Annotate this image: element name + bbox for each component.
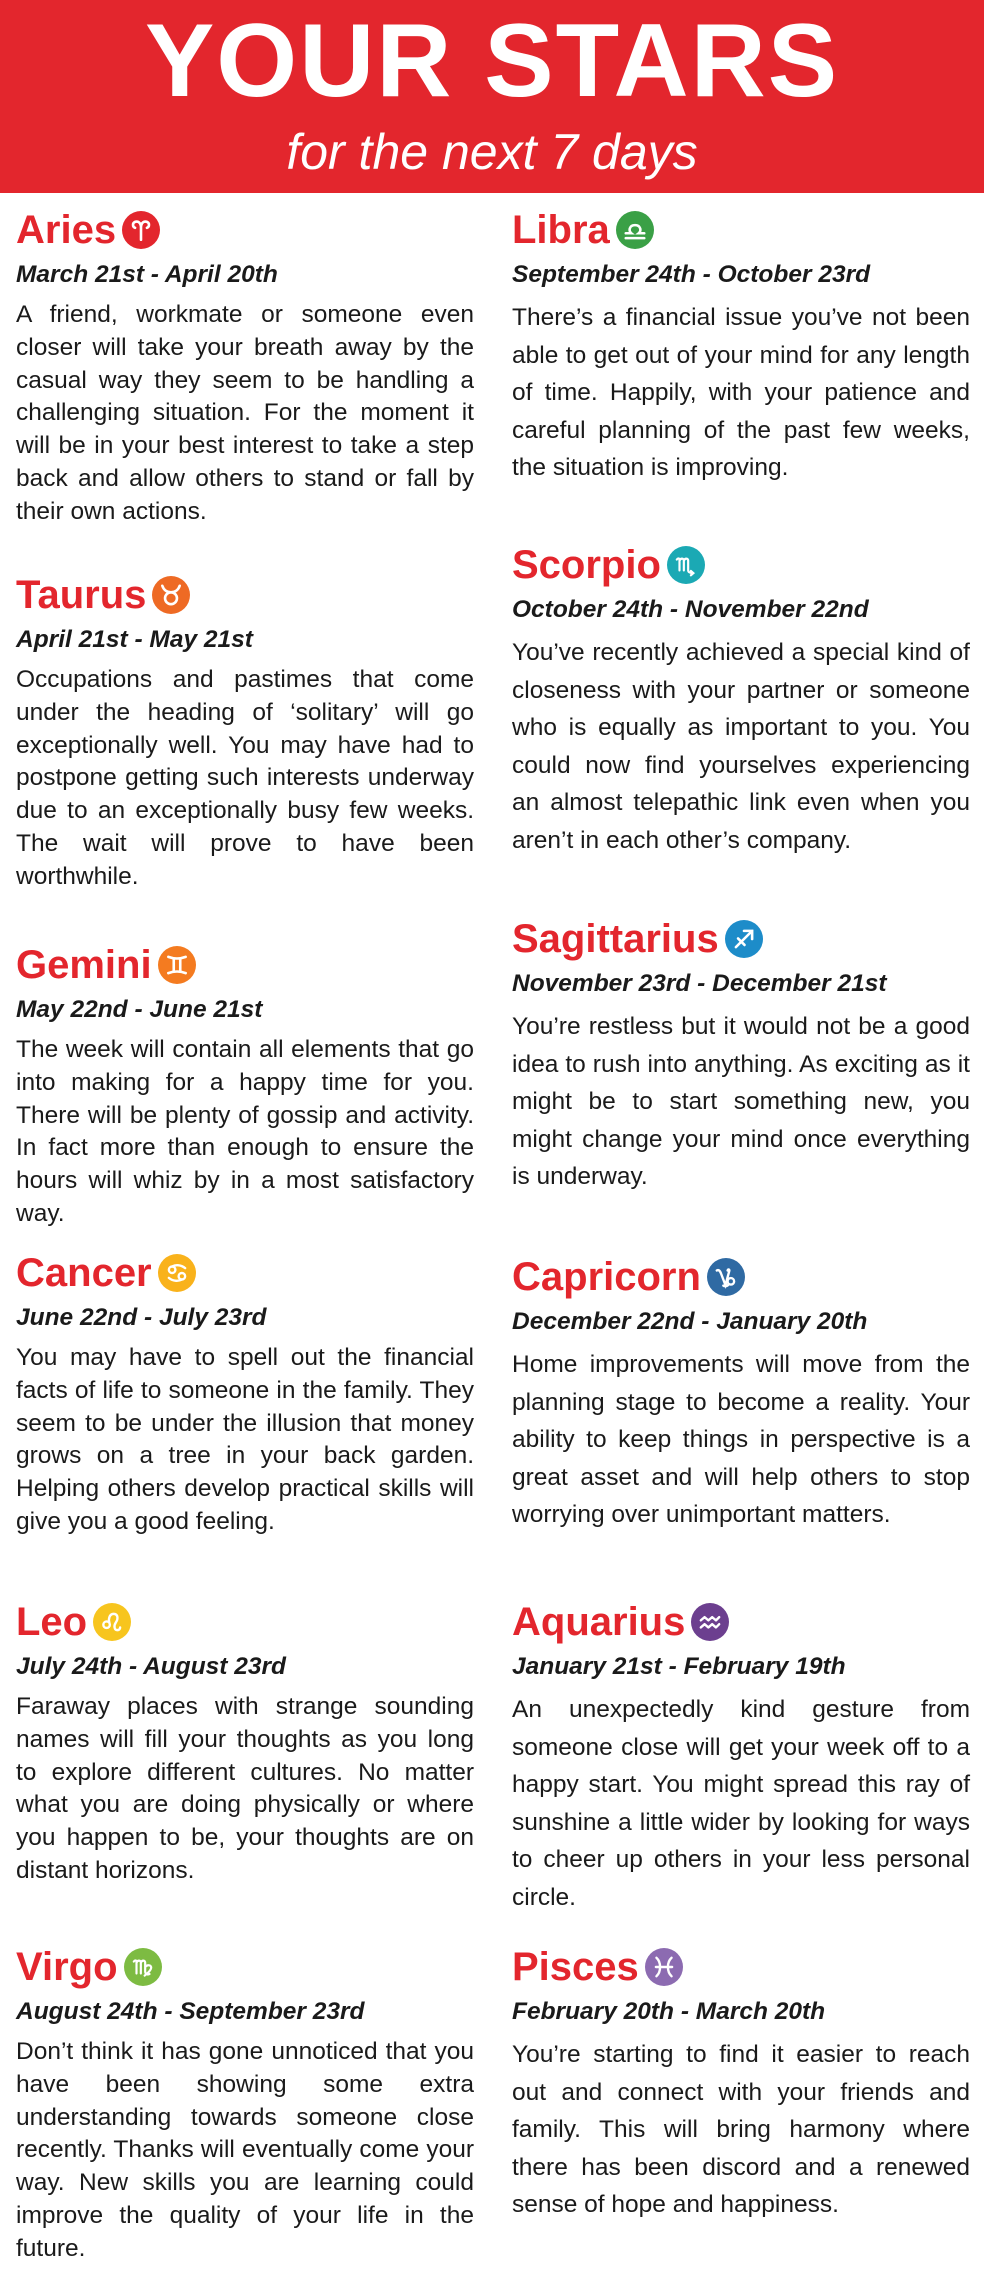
sign-horoscope: You’ve recently achieved a special kind of closeness with your partner or someone who is equally as important to you. You could now find yourselves experiencing an almost telepathic link even when you aren’t in each other’s company. — [512, 639, 970, 854]
sign-name: Capricorn — [512, 1255, 701, 1299]
sign-dates: March 21st - April 20th — [16, 261, 278, 288]
sign-name: Scorpio — [512, 543, 661, 587]
sign-dates: February 20th - March 20th — [512, 1998, 826, 2025]
sign-horoscope: There’s a financial issue you’ve not been able to get out of your mind for any length of time. Happily, with your patience and careful planning of the past few weeks, the situation is improving. — [512, 304, 970, 481]
sign-virgo — [16, 1940, 474, 2266]
sign-heading — [512, 912, 970, 966]
aries-icon — [122, 211, 160, 249]
sign-heading — [512, 1595, 970, 1649]
sign-horoscope: A friend, workmate or someone even closer will take your breath away by the casual way they seem to be handling a challenging situation. For the moment it will be in your best interest to take a step back and allow others to stand or fall by their own actions. — [16, 301, 474, 525]
pisces-icon — [645, 1948, 683, 1986]
sign-cancer — [16, 1246, 474, 1539]
sign-dates: September 24th - October 23rd — [512, 261, 871, 288]
sign-heading — [512, 203, 970, 257]
sign-heading — [16, 938, 474, 992]
sign-heading — [512, 1940, 970, 1994]
aquarius-icon — [691, 1603, 729, 1641]
sign-name: Taurus — [16, 573, 147, 617]
sign-aries — [16, 203, 474, 529]
sign-dates: November 23rd - December 21st — [512, 970, 887, 997]
header-banner — [0, 0, 984, 193]
sign-dates: December 22nd - January 20th — [512, 1308, 868, 1335]
sign-leo — [16, 1595, 474, 1888]
sign-heading — [16, 1246, 474, 1300]
cancer-icon — [158, 1254, 196, 1292]
sign-taurus — [16, 568, 474, 894]
sign-gemini — [16, 938, 474, 1231]
sign-horoscope: Occupations and pastimes that come under the heading of ‘solitary’ will go exceptionally well. You may have had to postpone getting such interests underway due to an exceptionally busy few weeks. The wait will prove to have been worthwhile. — [16, 666, 474, 890]
sign-name: Libra — [512, 208, 610, 252]
page-subtitle: for the next 7 days — [286, 124, 698, 180]
sign-horoscope: You’re restless but it would not be a good idea to rush into anything. As exciting as it might be to start something new, you might change your mind once everything is underway. — [512, 1013, 970, 1190]
sign-dates: October 24th - November 22nd — [512, 596, 869, 623]
sign-horoscope: Don’t think it has gone unnoticed that you have been showing some extra understanding towards someone close recently. Thanks will eventually come your way. New skills you are learning could improve the quality of your life in the future. — [16, 2038, 474, 2262]
sign-pisces — [512, 1940, 970, 2224]
sign-name: Leo — [16, 1600, 88, 1644]
sign-name: Aries — [16, 208, 117, 252]
sign-dates: June 22nd - July 23rd — [16, 1304, 267, 1331]
sign-heading — [16, 1595, 474, 1649]
virgo-icon — [124, 1948, 162, 1986]
sign-name: Pisces — [512, 1945, 639, 1989]
sign-heading — [512, 538, 970, 592]
gemini-icon — [158, 946, 196, 984]
libra-icon — [616, 211, 654, 249]
sign-dates: July 24th - August 23rd — [16, 1653, 287, 1680]
sign-horoscope: You’re starting to find it easier to reach out and connect with your friends and family. This will bring harmony where there has been discord and a renewed sense of hope and happiness. — [512, 2041, 970, 2218]
sign-horoscope: You may have to spell out the financial facts of life to someone in the family. They seem to be under the illusion that money grows on a tree in your back garden. Helping others develop practical skills will give you a good feeling. — [16, 1344, 474, 1535]
taurus-icon — [152, 576, 190, 614]
sign-scorpio — [512, 538, 970, 859]
sagittarius-icon — [725, 920, 763, 958]
sign-heading — [512, 1250, 970, 1304]
sign-dates: January 21st - February 19th — [512, 1653, 846, 1680]
sign-dates: April 21st - May 21st — [16, 626, 253, 653]
leo-icon — [93, 1603, 131, 1641]
sign-heading — [16, 1940, 474, 1994]
sign-name: Aquarius — [512, 1600, 686, 1644]
scorpio-icon — [667, 546, 705, 584]
capricorn-icon — [707, 1258, 745, 1296]
sign-aquarius — [512, 1595, 970, 1916]
sign-libra — [512, 203, 970, 487]
sign-name: Cancer — [16, 1251, 152, 1295]
sign-dates: May 22nd - June 21st — [16, 996, 263, 1023]
sign-dates: August 24th - September 23rd — [16, 1998, 365, 2025]
page-title: YOUR STARS — [144, 3, 840, 119]
sign-horoscope: An unexpectedly kind gesture from someone close will get your week off to a happy start. You might spread this ray of sunshine a little wider by looking for ways to cheer up others in your less personal circle. — [512, 1696, 970, 1911]
sign-horoscope: Faraway places with strange sounding names will fill your thoughts as you long to explore different cultures. No matter what you are doing physically or where you happen to be, your thoughts are on distant horizons. — [16, 1693, 474, 1884]
sign-heading — [16, 203, 474, 257]
sign-name: Gemini — [16, 943, 152, 987]
sign-name: Virgo — [16, 1945, 118, 1989]
sign-sagittarius — [512, 912, 970, 1196]
sign-name: Sagittarius — [512, 917, 719, 961]
sign-heading — [16, 568, 474, 622]
sign-horoscope: The week will contain all elements that go into making for a happy time for you. There will be plenty of gossip and activity. In fact more than enough to ensure the hours will whiz by in a most satisfactory way. — [16, 1036, 474, 1227]
sign-capricorn — [512, 1250, 970, 1534]
sign-horoscope: Home improvements will move from the planning stage to become a reality. Your ability to keep things in perspective is a great asset and will help others to stop worrying over unimportant matters. — [512, 1351, 970, 1528]
